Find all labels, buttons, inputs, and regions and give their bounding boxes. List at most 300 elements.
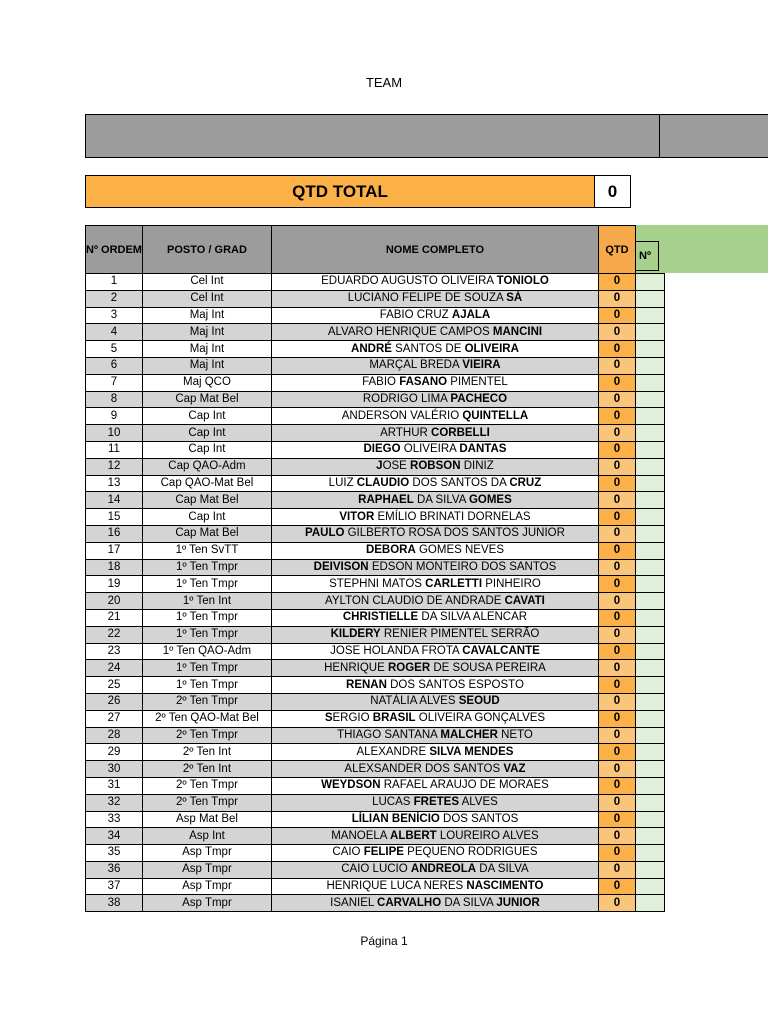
table-row: [86, 643, 665, 660]
order-cell[interactable]: 21: [86, 609, 143, 626]
number-cell[interactable]: [635, 626, 664, 643]
name-bold-part: ROGER: [387, 661, 431, 674]
name-part: EDSON MONTEIRO DOS SANTOS: [368, 560, 557, 573]
rank-cell[interactable]: Cel Int: [142, 274, 271, 291]
name-bold-part: VAZ: [503, 762, 526, 775]
table-row: [86, 761, 665, 778]
qtd-cell[interactable]: 0: [598, 861, 635, 878]
order-cell[interactable]: 17: [86, 542, 143, 559]
qtd-cell[interactable]: 0: [598, 576, 635, 593]
name-bold-part: JUNIOR: [496, 896, 540, 909]
qtd-cell[interactable]: 0: [598, 609, 635, 626]
order-cell[interactable]: 32: [86, 794, 143, 811]
rank-cell[interactable]: Asp Tmpr: [142, 861, 271, 878]
name-cell[interactable]: [271, 475, 598, 492]
number-cell[interactable]: [635, 811, 664, 828]
name-cell[interactable]: [271, 525, 598, 542]
name-cell[interactable]: [271, 307, 598, 324]
rank-cell[interactable]: Maj Int: [142, 324, 271, 341]
qtd-cell[interactable]: 0: [598, 559, 635, 576]
rank-cell[interactable]: Cap Int: [142, 425, 271, 442]
table-row: [86, 357, 665, 374]
name-cell[interactable]: [271, 660, 598, 677]
name-part: DA SILVA: [476, 863, 529, 876]
number-cell[interactable]: [635, 542, 664, 559]
rank-cell[interactable]: 2º Ten Tmpr: [142, 794, 271, 811]
qtd-cell[interactable]: 0: [598, 643, 635, 660]
header-banner: [85, 114, 768, 158]
name-cell[interactable]: [271, 357, 598, 374]
column-header-spacer: [635, 226, 664, 274]
name-part: DOS SANTOS: [439, 812, 519, 825]
order-cell[interactable]: 19: [86, 576, 143, 593]
rank-cell[interactable]: Cap QAO-Mat Bel: [142, 475, 271, 492]
order-cell[interactable]: 24: [86, 660, 143, 677]
qtd-cell[interactable]: 0: [598, 341, 635, 358]
number-cell[interactable]: [635, 324, 664, 341]
name-cell[interactable]: [271, 761, 598, 778]
name-bold-part: NASCIMENTO: [466, 880, 544, 893]
number-cell[interactable]: [635, 845, 664, 862]
order-cell[interactable]: 2: [86, 290, 143, 307]
number-cell[interactable]: [635, 693, 664, 710]
name-cell[interactable]: [271, 895, 598, 912]
table-row: [86, 576, 665, 593]
qtd-cell[interactable]: 0: [598, 324, 635, 341]
name-part: PINHEIRO: [482, 577, 541, 590]
rank-cell[interactable]: Maj QCO: [142, 374, 271, 391]
name-part: ERGIO: [332, 712, 373, 725]
name-part: GILBERTO ROSA DOS SANTOS JUNIOR: [344, 527, 565, 540]
order-cell[interactable]: 11: [86, 441, 143, 458]
qtd-cell[interactable]: 0: [598, 593, 635, 610]
qtd-cell[interactable]: 0: [598, 357, 635, 374]
name-bold-part: QUINTELLA: [462, 409, 529, 422]
name-cell[interactable]: [271, 609, 598, 626]
name-cell[interactable]: [271, 492, 598, 509]
name-part: ALVES: [459, 796, 498, 809]
table-row: [86, 677, 665, 694]
qtd-cell[interactable]: 0: [598, 475, 635, 492]
name-part: SANTOS DE: [391, 342, 465, 355]
name-cell[interactable]: [271, 861, 598, 878]
order-cell[interactable]: 5: [86, 341, 143, 358]
qtd-cell[interactable]: 0: [598, 845, 635, 862]
name-cell[interactable]: [271, 593, 598, 610]
number-cell[interactable]: [635, 861, 664, 878]
name-part: ALEXANDRE: [356, 745, 430, 758]
number-cell[interactable]: [635, 441, 664, 458]
name-part: DOS SANTOS ESPOSTO: [386, 678, 524, 691]
table-row: [86, 324, 665, 341]
column-header-qtd: QTD: [598, 226, 635, 274]
name-cell[interactable]: [271, 643, 598, 660]
page-number: Página 1: [360, 934, 408, 948]
number-cell[interactable]: [635, 643, 664, 660]
name-bold-part: ROBSON: [410, 460, 461, 473]
order-cell[interactable]: 12: [86, 458, 143, 475]
name-cell[interactable]: [271, 677, 598, 694]
order-cell[interactable]: 1: [86, 274, 143, 291]
number-cell[interactable]: [635, 727, 664, 744]
name-bold-part: AJALA: [451, 308, 491, 321]
number-cell[interactable]: [635, 492, 664, 509]
table-row: [86, 609, 665, 626]
name-cell[interactable]: [271, 576, 598, 593]
rank-cell[interactable]: Maj Int: [142, 357, 271, 374]
name-cell[interactable]: [271, 744, 598, 761]
name-part: ANDERSON VALÉRIO: [341, 409, 463, 422]
number-cell[interactable]: [635, 341, 664, 358]
order-cell[interactable]: 7: [86, 374, 143, 391]
order-cell[interactable]: 4: [86, 324, 143, 341]
name-cell[interactable]: [271, 794, 598, 811]
qtd-cell[interactable]: 0: [598, 626, 635, 643]
rank-cell[interactable]: 2º Ten QAO-Mat Bel: [142, 710, 271, 727]
name-bold-part: OLIVEIRA: [464, 342, 519, 355]
name-bold-part: SEOUD: [458, 695, 500, 708]
qtd-cell[interactable]: 0: [598, 660, 635, 677]
rank-cell[interactable]: Maj Int: [142, 307, 271, 324]
name-cell[interactable]: [271, 274, 598, 291]
order-cell[interactable]: 10: [86, 425, 143, 442]
name-cell[interactable]: [271, 559, 598, 576]
name-part: ALVARO HENRIQUE CAMPOS: [327, 325, 493, 338]
rank-cell[interactable]: 1º Ten Tmpr: [142, 626, 271, 643]
rank-cell[interactable]: Cap Int: [142, 509, 271, 526]
name-cell[interactable]: [271, 509, 598, 526]
order-cell[interactable]: 8: [86, 391, 143, 408]
name-bold-part: KILDERY: [330, 628, 381, 641]
name-part: HENRIQUE: [324, 661, 388, 674]
rank-cell[interactable]: 2º Ten Int: [142, 744, 271, 761]
number-cell[interactable]: [635, 744, 664, 761]
name-cell[interactable]: [271, 408, 598, 425]
name-part: JOSE HOLANDA FROTA: [330, 644, 463, 657]
number-cell[interactable]: [635, 710, 664, 727]
qtd-cell[interactable]: 0: [598, 693, 635, 710]
rank-cell[interactable]: 1º Ten Int: [142, 593, 271, 610]
qtd-cell[interactable]: 0: [598, 727, 635, 744]
qtd-cell[interactable]: 0: [598, 895, 635, 912]
name-part: DA SILVA ALENCAR: [418, 611, 528, 624]
table-row: [86, 307, 665, 324]
rank-cell[interactable]: 1º Ten Tmpr: [142, 576, 271, 593]
name-part: RENIER PIMENTEL SERRÃO: [380, 628, 540, 641]
order-cell[interactable]: 25: [86, 677, 143, 694]
order-cell[interactable]: 31: [86, 777, 143, 794]
name-cell[interactable]: [271, 845, 598, 862]
column-header-rank: POSTO / GRAD: [142, 226, 271, 274]
name-part: AYLTON CLAUDIO DE ANDRADE: [325, 594, 505, 607]
name-part: CAIO: [332, 846, 364, 859]
name-part: DINIZ: [460, 460, 494, 473]
name-bold-part: CARLETTI: [425, 577, 483, 590]
table-row: [86, 660, 665, 677]
total-value[interactable]: 0: [595, 176, 630, 207]
rank-cell[interactable]: 1º Ten Tmpr: [142, 660, 271, 677]
name-bold-part: BRASIL: [372, 712, 416, 725]
number-cell[interactable]: [635, 559, 664, 576]
name-cell[interactable]: [271, 341, 598, 358]
table-row: [86, 441, 665, 458]
name-bold-part: SÁ: [506, 292, 523, 305]
name-part: DA SILVA: [441, 896, 497, 909]
rank-cell[interactable]: Cap Mat Bel: [142, 525, 271, 542]
rank-cell[interactable]: 2º Ten Tmpr: [142, 693, 271, 710]
number-cell[interactable]: [635, 357, 664, 374]
number-cell[interactable]: [635, 777, 664, 794]
order-cell[interactable]: 30: [86, 761, 143, 778]
number-column-header: Nº: [631, 241, 659, 271]
rank-cell[interactable]: Cap Mat Bel: [142, 391, 271, 408]
total-label: QTD TOTAL: [86, 176, 595, 207]
name-bold-part: WEYDSON: [321, 779, 381, 792]
qtd-cell[interactable]: 0: [598, 878, 635, 895]
table-row: [86, 425, 665, 442]
number-cell[interactable]: [635, 794, 664, 811]
table-row: [86, 828, 665, 845]
name-bold-part: RENAN: [346, 678, 387, 691]
order-cell[interactable]: 15: [86, 509, 143, 526]
qtd-cell[interactable]: 0: [598, 828, 635, 845]
name-part: ARTHUR: [380, 426, 432, 439]
qtd-cell[interactable]: 0: [598, 441, 635, 458]
table-row: [86, 593, 665, 610]
qtd-cell[interactable]: 0: [598, 811, 635, 828]
rank-cell[interactable]: 2º Ten Int: [142, 761, 271, 778]
name-part: ALEXSANDER DOS SANTOS: [344, 762, 504, 775]
number-cell[interactable]: [635, 425, 664, 442]
number-cell[interactable]: [635, 525, 664, 542]
qtd-cell[interactable]: 0: [598, 542, 635, 559]
order-cell[interactable]: 18: [86, 559, 143, 576]
name-bold-part: CAVATI: [504, 594, 545, 607]
table-row: [86, 525, 665, 542]
qtd-cell[interactable]: 0: [598, 290, 635, 307]
table-row: [86, 458, 665, 475]
table-row: [86, 626, 665, 643]
rank-cell[interactable]: 1º Ten Tmpr: [142, 559, 271, 576]
page-header-title: TEAM: [365, 75, 403, 90]
table-row: [86, 559, 665, 576]
qtd-cell[interactable]: 0: [598, 509, 635, 526]
table-row: [86, 777, 665, 794]
name-part: RAFAEL ARAUJO DE MORAES: [380, 779, 549, 792]
qtd-cell[interactable]: 0: [598, 274, 635, 291]
qtd-cell[interactable]: 0: [598, 761, 635, 778]
order-cell[interactable]: 9: [86, 408, 143, 425]
number-cell[interactable]: [635, 576, 664, 593]
name-cell[interactable]: [271, 626, 598, 643]
qtd-cell[interactable]: 0: [598, 425, 635, 442]
rank-cell[interactable]: Asp Mat Bel: [142, 811, 271, 828]
number-cell[interactable]: [635, 509, 664, 526]
name-part: MARÇAL BREDA: [369, 359, 463, 372]
name-part: LOUREIRO ALVES: [436, 829, 539, 842]
rank-cell[interactable]: 1º Ten SvTT: [142, 542, 271, 559]
qtd-cell[interactable]: 0: [598, 677, 635, 694]
number-cell[interactable]: [635, 761, 664, 778]
order-cell[interactable]: 13: [86, 475, 143, 492]
order-cell[interactable]: 3: [86, 307, 143, 324]
name-cell[interactable]: [271, 441, 598, 458]
name-part: DE SOUSA PEREIRA: [430, 661, 546, 674]
rank-cell[interactable]: Cel Int: [142, 290, 271, 307]
number-cell[interactable]: [635, 475, 664, 492]
order-cell[interactable]: 28: [86, 727, 143, 744]
number-cell[interactable]: [635, 878, 664, 895]
name-cell[interactable]: [271, 290, 598, 307]
order-cell[interactable]: 36: [86, 861, 143, 878]
name-part: LUIZ: [328, 476, 357, 489]
name-part: OLIVEIRA: [400, 443, 460, 456]
name-part: OLIVEIRA GONÇALVES: [415, 712, 546, 725]
number-cell[interactable]: [635, 593, 664, 610]
order-cell[interactable]: 38: [86, 895, 143, 912]
name-bold-part: FASANO: [399, 376, 448, 389]
table-row: [86, 492, 665, 509]
name-cell[interactable]: [271, 777, 598, 794]
rank-cell[interactable]: Maj Int: [142, 341, 271, 358]
qtd-cell[interactable]: 0: [598, 458, 635, 475]
name-cell[interactable]: [271, 458, 598, 475]
name-part: THIAGO SANTANA: [337, 728, 441, 741]
name-bold-part: CHRISTIELLE: [342, 611, 419, 624]
rank-cell[interactable]: Cap Int: [142, 408, 271, 425]
order-cell[interactable]: 14: [86, 492, 143, 509]
number-cell[interactable]: [635, 609, 664, 626]
order-cell[interactable]: 33: [86, 811, 143, 828]
rank-cell[interactable]: 2º Ten Tmpr: [142, 727, 271, 744]
number-cell[interactable]: [635, 408, 664, 425]
number-cell[interactable]: [635, 895, 664, 912]
number-cell[interactable]: [635, 274, 664, 291]
rank-cell[interactable]: Asp Tmpr: [142, 878, 271, 895]
qtd-cell[interactable]: 0: [598, 391, 635, 408]
name-part: EMÍLIO BRINATI DORNELAS: [374, 510, 531, 523]
name-cell[interactable]: [271, 425, 598, 442]
qtd-cell[interactable]: 0: [598, 525, 635, 542]
name-cell[interactable]: [271, 878, 598, 895]
name-bold-part: VITOR: [339, 510, 375, 523]
rank-cell[interactable]: 2º Ten Tmpr: [142, 777, 271, 794]
name-bold-part: CORBELLI: [431, 426, 490, 439]
table-row: [86, 727, 665, 744]
table-row: [86, 341, 665, 358]
qtd-cell[interactable]: 0: [598, 307, 635, 324]
name-cell[interactable]: [271, 727, 598, 744]
number-cell[interactable]: [635, 660, 664, 677]
qtd-cell[interactable]: 0: [598, 744, 635, 761]
name-part: PEQUENO RODRIGUES: [403, 846, 538, 859]
order-cell[interactable]: 27: [86, 710, 143, 727]
order-cell[interactable]: 35: [86, 845, 143, 862]
order-cell[interactable]: 6: [86, 357, 143, 374]
name-cell[interactable]: [271, 391, 598, 408]
table-row: [86, 744, 665, 761]
number-cell[interactable]: [635, 374, 664, 391]
table-row: [86, 845, 665, 862]
name-part: HENRIQUE LUCA NERES: [326, 880, 467, 893]
number-cell[interactable]: [635, 458, 664, 475]
name-part: MANOELA: [331, 829, 391, 842]
name-cell[interactable]: [271, 811, 598, 828]
name-cell[interactable]: [271, 324, 598, 341]
order-cell[interactable]: 29: [86, 744, 143, 761]
name-cell[interactable]: [271, 374, 598, 391]
name-part: NATÁLIA ALVES: [370, 695, 459, 708]
name-part: LUCAS: [372, 796, 414, 809]
number-cell[interactable]: [635, 307, 664, 324]
rank-cell[interactable]: 1º Ten Tmpr: [142, 609, 271, 626]
roster-table: [85, 225, 665, 912]
name-bold-part: ALBERT: [390, 829, 437, 842]
name-bold-part: FRETES: [413, 796, 460, 809]
name-cell[interactable]: [271, 542, 598, 559]
rank-cell[interactable]: Cap QAO-Adm: [142, 458, 271, 475]
name-part: DA SILVA: [413, 493, 469, 506]
name-bold-part: SILVA MENDES: [429, 745, 514, 758]
table-row: [86, 290, 665, 307]
order-cell[interactable]: 16: [86, 525, 143, 542]
name-part: GOMES NEVES: [415, 544, 504, 557]
name-bold-part: CAVALCANTE: [462, 644, 540, 657]
name-bold-part: DANTAS: [459, 443, 507, 456]
qtd-cell[interactable]: 0: [598, 492, 635, 509]
name-bold-part: CARVALHO: [377, 896, 442, 909]
qtd-cell[interactable]: 0: [598, 374, 635, 391]
qtd-cell[interactable]: 0: [598, 408, 635, 425]
table-row: [86, 895, 665, 912]
name-bold-part: VIEIRA: [462, 359, 501, 372]
number-cell[interactable]: [635, 391, 664, 408]
name-bold-part: ANDREOLA: [410, 863, 477, 876]
rank-cell[interactable]: 1º Ten QAO-Adm: [142, 643, 271, 660]
number-cell[interactable]: [635, 677, 664, 694]
name-cell[interactable]: [271, 710, 598, 727]
name-bold-part: S: [324, 712, 333, 725]
number-cell[interactable]: [635, 290, 664, 307]
rank-cell[interactable]: Asp Tmpr: [142, 845, 271, 862]
rank-cell[interactable]: Cap Mat Bel: [142, 492, 271, 509]
name-cell[interactable]: [271, 693, 598, 710]
qtd-cell[interactable]: 0: [598, 777, 635, 794]
rank-cell[interactable]: Asp Int: [142, 828, 271, 845]
order-cell[interactable]: 23: [86, 643, 143, 660]
qtd-cell[interactable]: 0: [598, 794, 635, 811]
table-row: [86, 542, 665, 559]
table-row: [86, 274, 665, 291]
rank-cell[interactable]: Asp Tmpr: [142, 895, 271, 912]
table-row: [86, 475, 665, 492]
name-part: FABIO: [362, 376, 400, 389]
name-cell[interactable]: [271, 828, 598, 845]
number-cell[interactable]: [635, 828, 664, 845]
name-part: FABIO CRUZ: [379, 308, 452, 321]
order-cell[interactable]: 26: [86, 693, 143, 710]
order-cell[interactable]: 22: [86, 626, 143, 643]
rank-cell[interactable]: 1º Ten Tmpr: [142, 677, 271, 694]
qtd-cell[interactable]: 0: [598, 710, 635, 727]
rank-cell[interactable]: Cap Int: [142, 441, 271, 458]
name-bold-part: DIEGO: [363, 443, 401, 456]
table-row: [86, 861, 665, 878]
order-cell[interactable]: 20: [86, 593, 143, 610]
order-cell[interactable]: 34: [86, 828, 143, 845]
order-cell[interactable]: 37: [86, 878, 143, 895]
table-row: [86, 509, 665, 526]
